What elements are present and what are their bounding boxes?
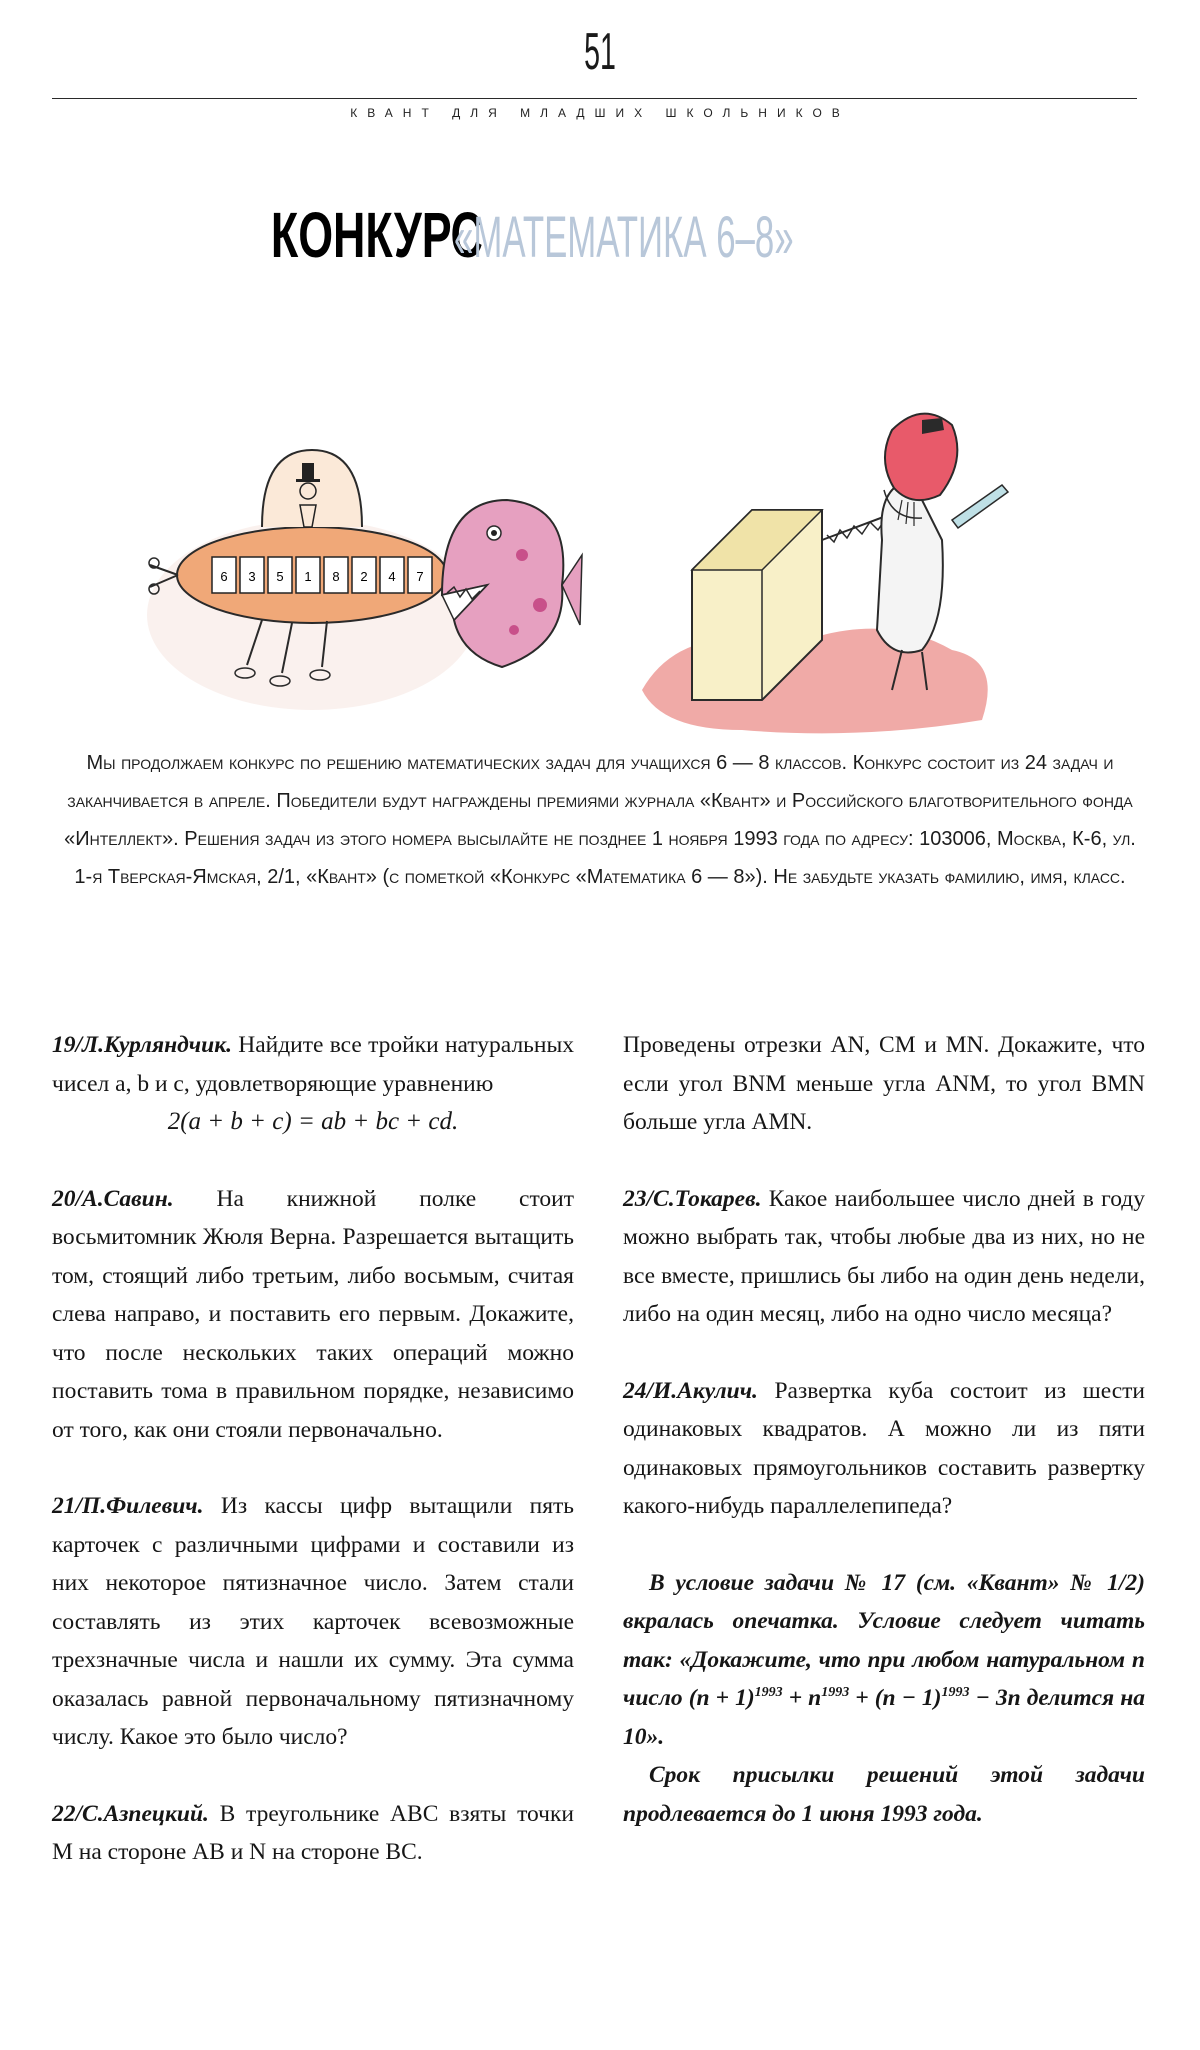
formula-exponent: 1993 (754, 1685, 783, 1701)
digit-card: 5 (276, 569, 284, 584)
problem-author: 21/П.Филевич. (52, 1493, 204, 1519)
digit-card: 6 (220, 569, 228, 584)
problem-19 (52, 1026, 574, 1142)
digit-card: 1 (304, 569, 312, 584)
problem-author: 22/С.Азпецкий. (52, 1800, 209, 1827)
problem-text: На книжной полке стоит восьмитомник Жюля Верна. Разрешается вытащить том, стоящий либо третьим, либо восьмым, считая слева направо, и поставить его первым. Докажите, что после нескольких таких операций можно поставить тома в правильном порядке, независимо от того, как они стояли первоначально. (52, 1185, 574, 1443)
problem-23 (623, 1180, 1145, 1334)
page-number: 51 (584, 23, 616, 81)
cube-sawing-illustration (622, 390, 1067, 740)
problem-20 (52, 1180, 574, 1450)
problem-author: 24/И.Акулич. (623, 1377, 758, 1404)
problem-24 (623, 1372, 1145, 1526)
problem-22-continuation: Проведены отрезки AN, CM и MN. Докажите, что если угол BNM меньше угла ANM, то угол BMN больше угла AMN. (623, 1032, 1145, 1135)
formula-part: − 3n (969, 1685, 1021, 1711)
note-outro: делится на 10». (623, 1685, 1145, 1750)
digit-card: 8 (332, 569, 340, 584)
header-rule (52, 98, 1137, 99)
note-intro: В условие задачи № 17 (см. «Квант» № 1/2) вкралась опечатка. Условие следует читать так: «Докажите, что при любом натуральном n число (623, 1569, 1145, 1711)
problem-author: 19/Л.Курляндчик. (52, 1032, 232, 1058)
problem-22 (52, 1795, 574, 1872)
correction-note (623, 1564, 1145, 1757)
contest-intro: Мы продолжаем конкурс по решению математических задач для учащихся 6 — 8 классов. Конкурс состоит из 24 задач и заканчивается в апреле. Победители будут награждены премиями журнала «Квант» и Российского благотворительного фонда «Интеллект». Решения задач из этого номера высылайте не позднее 1 ноября 1993 года по адресу: 103006, Москва, К-6, ул. 1-я Тверская-Ямская, 2/1, «Квант» (с пометкой «Конкурс «Математика 6 — 8»). Не забудьте указать фамилию, имя, класс. (64, 752, 1136, 888)
problem-21 (52, 1487, 574, 1757)
formula-exponent: 1993 (941, 1685, 970, 1701)
problem-equation: 2(a + b + c) = ab + bc + cd. (167, 1108, 459, 1135)
submarine-fish-illustration (142, 415, 587, 740)
digit-card: 2 (360, 569, 368, 584)
title-light: «МАТЕМАТИКА 6–8» (453, 205, 794, 270)
deadline-note: Срок присылки решений этой задачи продлевается до 1 июня 1993 года. (623, 1762, 1145, 1827)
problem-author: 20/А.Савин. (52, 1185, 174, 1212)
problem-text: Какое наибольшее число дней в году можно выбрать так, чтобы любые два из них, но не все вместе, пришлись бы либо на один день недели, либо на один месяц, либо на одно число месяца? (623, 1185, 1146, 1327)
running-head: КВАНТ ДЛЯ МЛАДШИХ ШКОЛЬНИКОВ (350, 106, 850, 120)
problem-text: Развертка куба состоит из шести одинаковых квадратов. А можно ли из пяти одинаковых прямоугольников составить развертку какого-нибудь параллелепипеда? (623, 1377, 1145, 1519)
formula-part: (n + 1) (688, 1685, 755, 1711)
contest-title (0, 198, 1200, 272)
title-bold: КОНКУРС (271, 199, 484, 271)
digit-card: 7 (416, 569, 424, 584)
problem-text: Из кассы цифр вытащили пять карточек с различными цифрами и составили из них некоторое пятизначное число. Затем стали составлять из этих карточек всевозможные трехзначные числа и нашли их сумму. Эта сумма оказалась равной первоначальному пятизначному числу. Какое это было число? (52, 1493, 575, 1750)
digit-card: 3 (248, 569, 256, 584)
note-formula (689, 1685, 1021, 1711)
digit-card: 4 (388, 569, 396, 584)
left-column (52, 1026, 574, 1910)
right-column (623, 1026, 1145, 1833)
problem-text: Найдите все тройки натуральных чисел a, b и c, удовлетворяющие уравнению (52, 1032, 574, 1097)
formula-part: + (n − 1) (849, 1685, 942, 1711)
formula-exponent: 1993 (821, 1685, 850, 1701)
formula-part: + n (782, 1685, 822, 1711)
problem-text: В треугольнике ABC взяты точки M на стороне AB и N на стороне BC. (52, 1800, 574, 1865)
problem-author: 23/С.Токарев. (623, 1185, 762, 1212)
